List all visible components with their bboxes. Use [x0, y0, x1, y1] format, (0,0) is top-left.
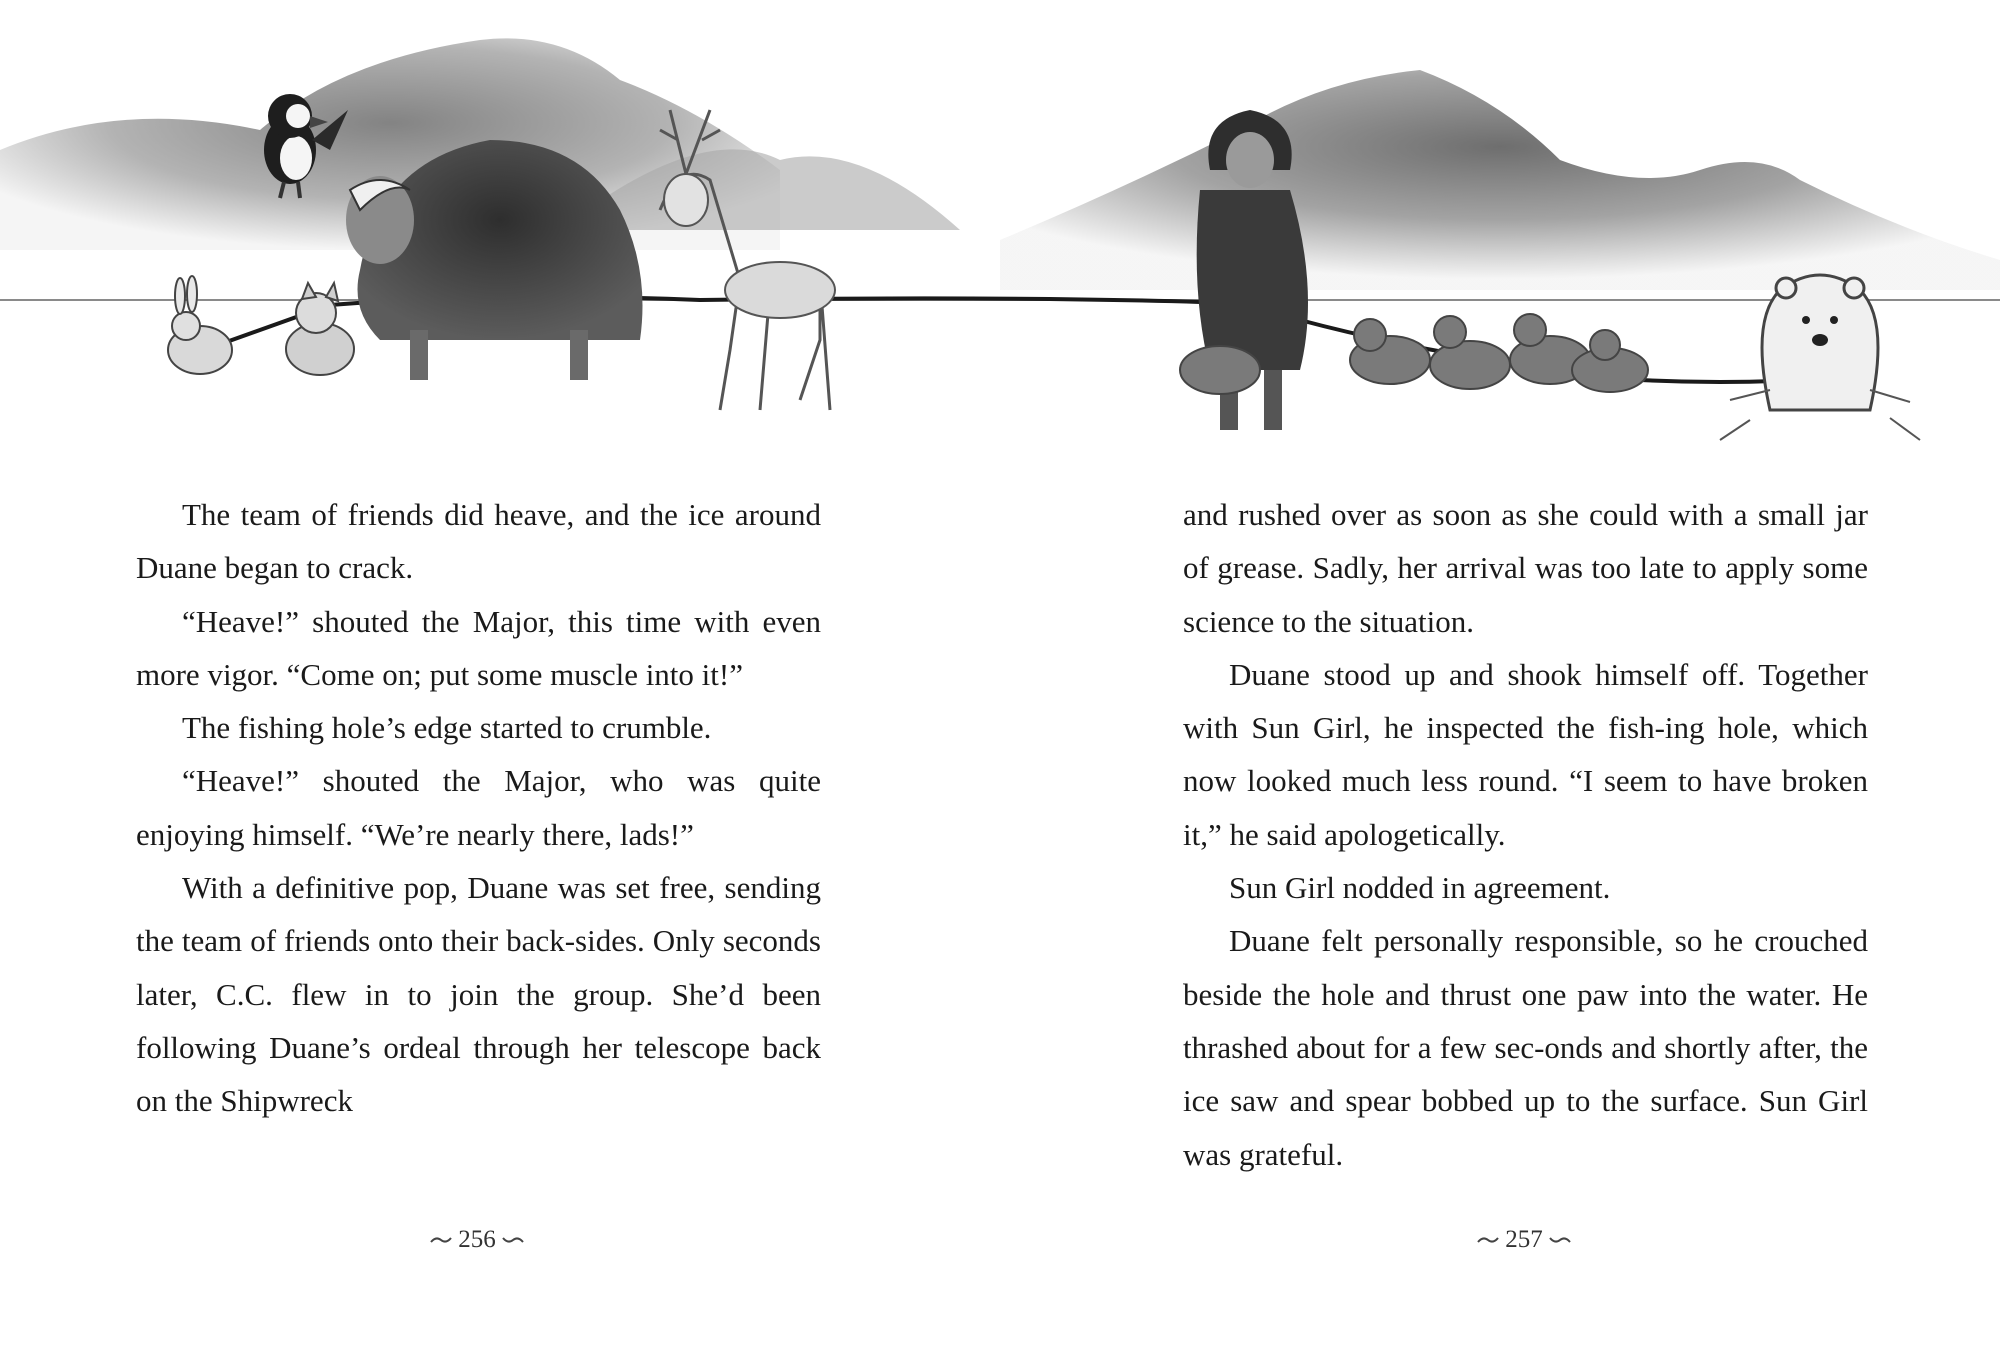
ornament-left-icon: [1477, 1235, 1499, 1245]
paragraph: With a definitive pop, Duane was set free, sending the team of friends onto their back-sides. Only seconds later, C.C. flew in to join the group. She’d been following Duane’s ordeal through her telescope back on the Shipwreck: [136, 870, 821, 1119]
paragraph: Sun Girl nodded in agreement.: [1229, 870, 1611, 906]
paragraph: “Heave!” shouted the Major, who was quite enjoying himself. “We’re nearly there, lads!”: [136, 763, 821, 852]
right-page: [1183, 488, 1868, 1181]
paragraph: “Heave!” shouted the Major, this time with even more vigor. “Come on; put some muscle into it!”: [136, 603, 821, 692]
left-page: [136, 488, 821, 1128]
page-number-left: [377, 1226, 577, 1254]
rabbit-figure: [168, 276, 232, 374]
paragraph: The team of friends did heave, and the ice around Duane began to crack.: [136, 497, 821, 586]
ornament-left-icon: [430, 1235, 452, 1245]
paragraph: Duane felt personally responsible, so he crouched beside the hole and thrust one paw into the water. He thrashed about for a few sec-onds and shortly after, the ice saw and spear bobbed up to the surface. Sun Girl was grateful.: [1183, 923, 1868, 1172]
ornament-right-icon: [502, 1235, 524, 1245]
page-number: 256: [458, 1226, 496, 1253]
tug-of-war-on-ice-illustration: [0, 0, 2000, 470]
ornament-right-icon: [1549, 1235, 1571, 1245]
page-number-right: [1424, 1226, 1624, 1254]
page-number: 257: [1505, 1226, 1543, 1253]
right-mountains: [1000, 70, 2000, 290]
paragraph: The fishing hole’s edge started to crumble.: [182, 710, 712, 746]
continuation-paragraph: and rushed over as soon as she could with a small jar of grease. Sadly, her arrival was too late to apply some science to the situation.: [1183, 497, 1868, 639]
small-animal-figure: [286, 283, 354, 375]
paragraph: Duane stood up and shook himself off. Together with Sun Girl, he inspected the fish-ing hole, which now looked much less round. “I seem to have broken it,” he said apologetically.: [1183, 656, 1868, 852]
